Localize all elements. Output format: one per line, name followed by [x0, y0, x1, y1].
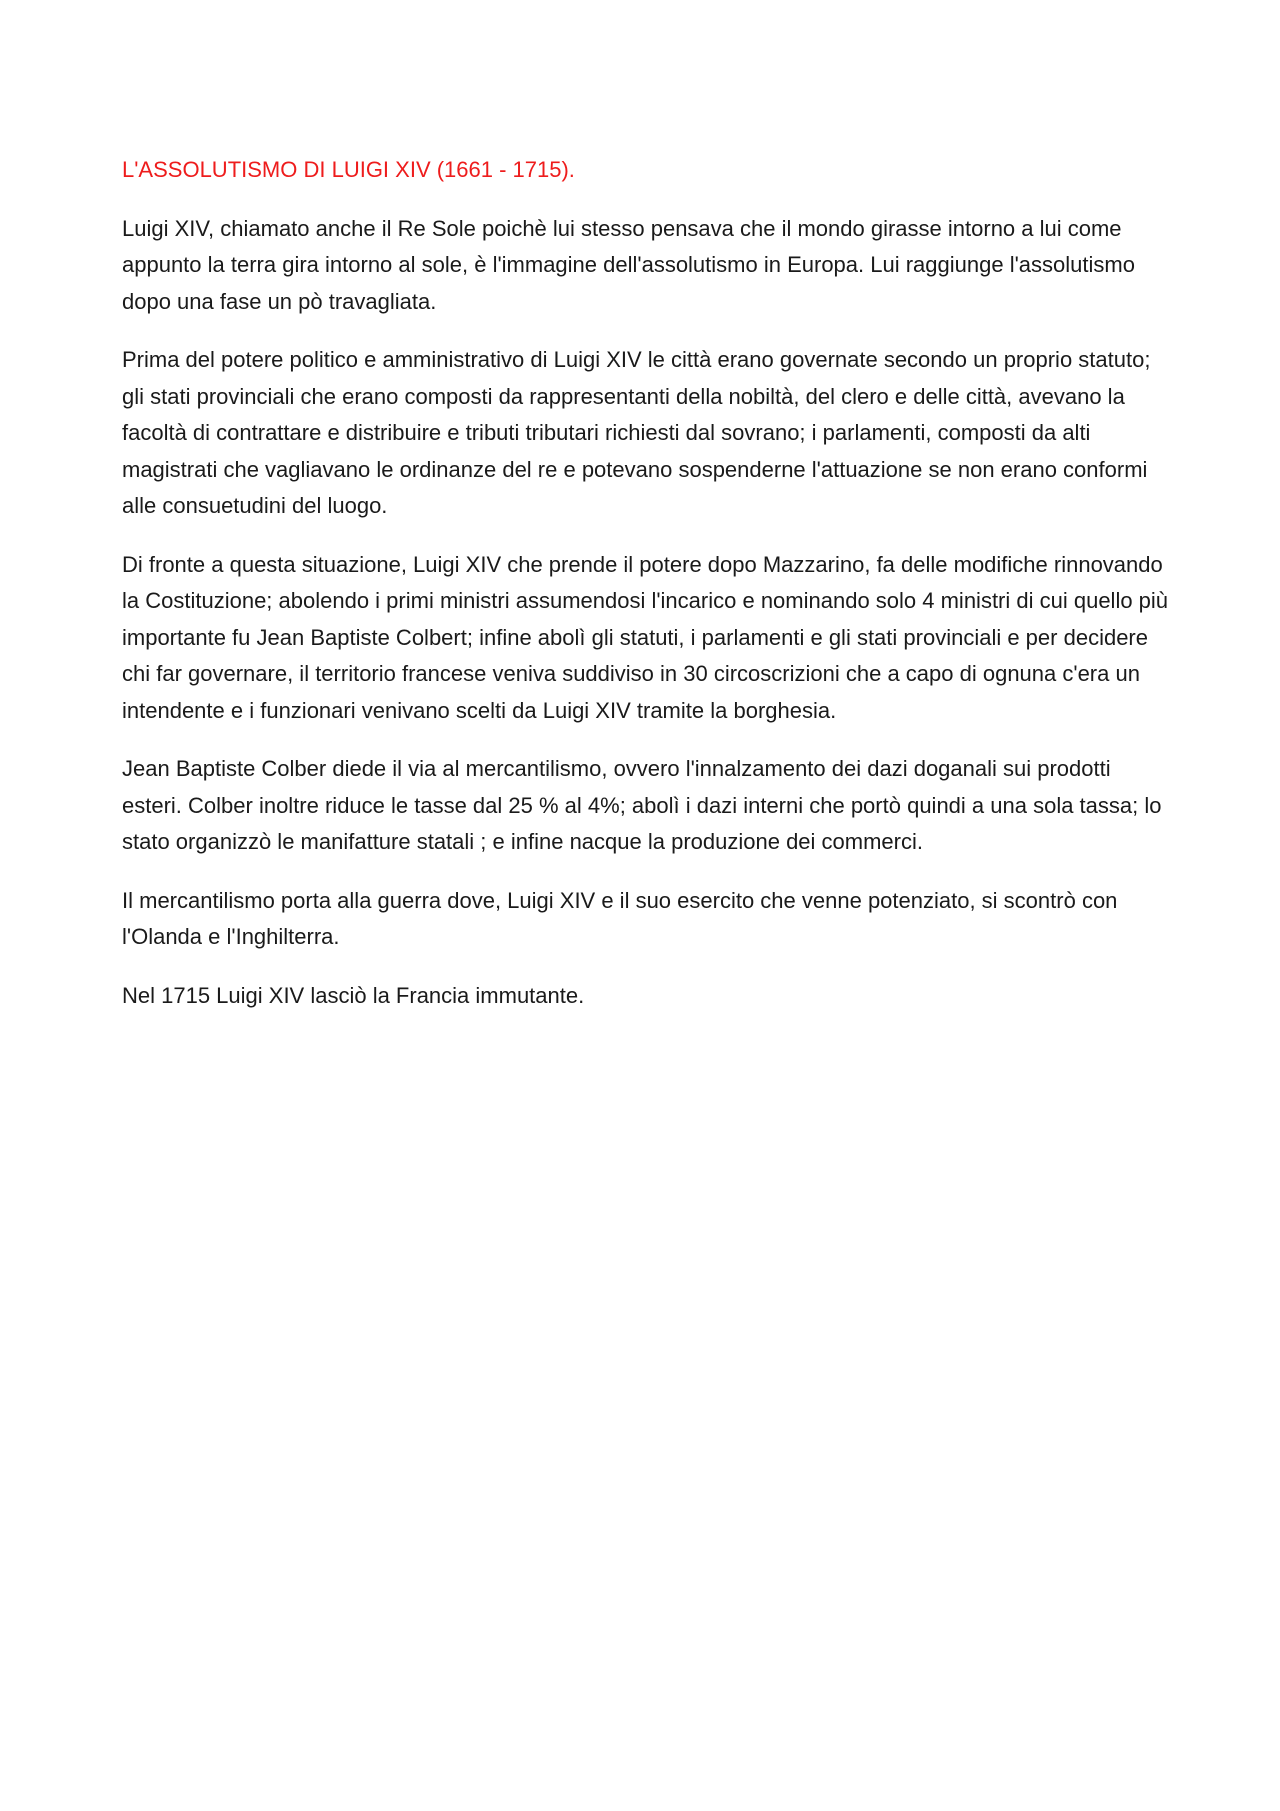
- paragraph-war: Il mercantilismo porta alla guerra dove, Luigi XIV e il suo esercito che venne potenziato, si scontrò con l'Olanda e l'Inghilterra.: [122, 887, 1118, 949]
- paragraph-before-reign: Prima del potere politico e amministrativo di Luigi XIV le città erano governate secondo un proprio statuto; gli stati provinciali che erano composti da rappresentanti della nobiltà, del clero e delle città, avevano la facoltà di contrattare e distribuire e tributi tributari richiesti dal sovrano; i parlamenti, composti da alti magistrati che vagliavano le ordinanze del re e potevano sospenderne l'attuazione se non erano conformi alle consuetudini del luogo.: [122, 347, 1151, 518]
- paragraph-intro: Luigi XIV, chiamato anche il Re Sole poichè lui stesso pensava che il mondo girasse intorno a lui come appunto la terra gira intorno al sole, è l'immagine dell'assolutismo in Europa. Lui raggiunge l'assolutismo dopo una fase un pò travagliata.: [122, 215, 1135, 314]
- paragraph-reforms: Di fronte a questa situazione, Luigi XIV che prende il potere dopo Mazzarino, fa delle modifiche rinnovando la Costituzione; abolendo i primi ministri assumendosi l'incarico e nominando solo 4 ministri di cui quello più importante fu Jean Baptiste Colbert; infine abolì gli statuti, i parlamenti e gli stati provinciali e per decidere chi far governare, il territorio francese veniva suddiviso in 30 circoscrizioni che a capo di ognuna c'era un intendente e i funzionari venivano scelti da Luigi XIV tramite la borghesia.: [122, 551, 1169, 723]
- document-title: L'ASSOLUTISMO DI LUIGI XIV (1661 - 1715).: [122, 157, 575, 182]
- paragraph-conclusion: Nel 1715 Luigi XIV lasciò la Francia immutante.: [122, 982, 585, 1008]
- paragraph-mercantilism: Jean Baptiste Colber diede il via al mercantilismo, ovvero l'innalzamento dei dazi doganali sui prodotti esteri. Colber inoltre riduce le tasse dal 25 % al 4%; abolì i dazi interni che portò quindi a una sola tassa; lo stato organizzò le manifatture statali ; e infine nacque la produzione dei commerci.: [122, 756, 1162, 854]
- document-body: [122, 152, 1172, 1036]
